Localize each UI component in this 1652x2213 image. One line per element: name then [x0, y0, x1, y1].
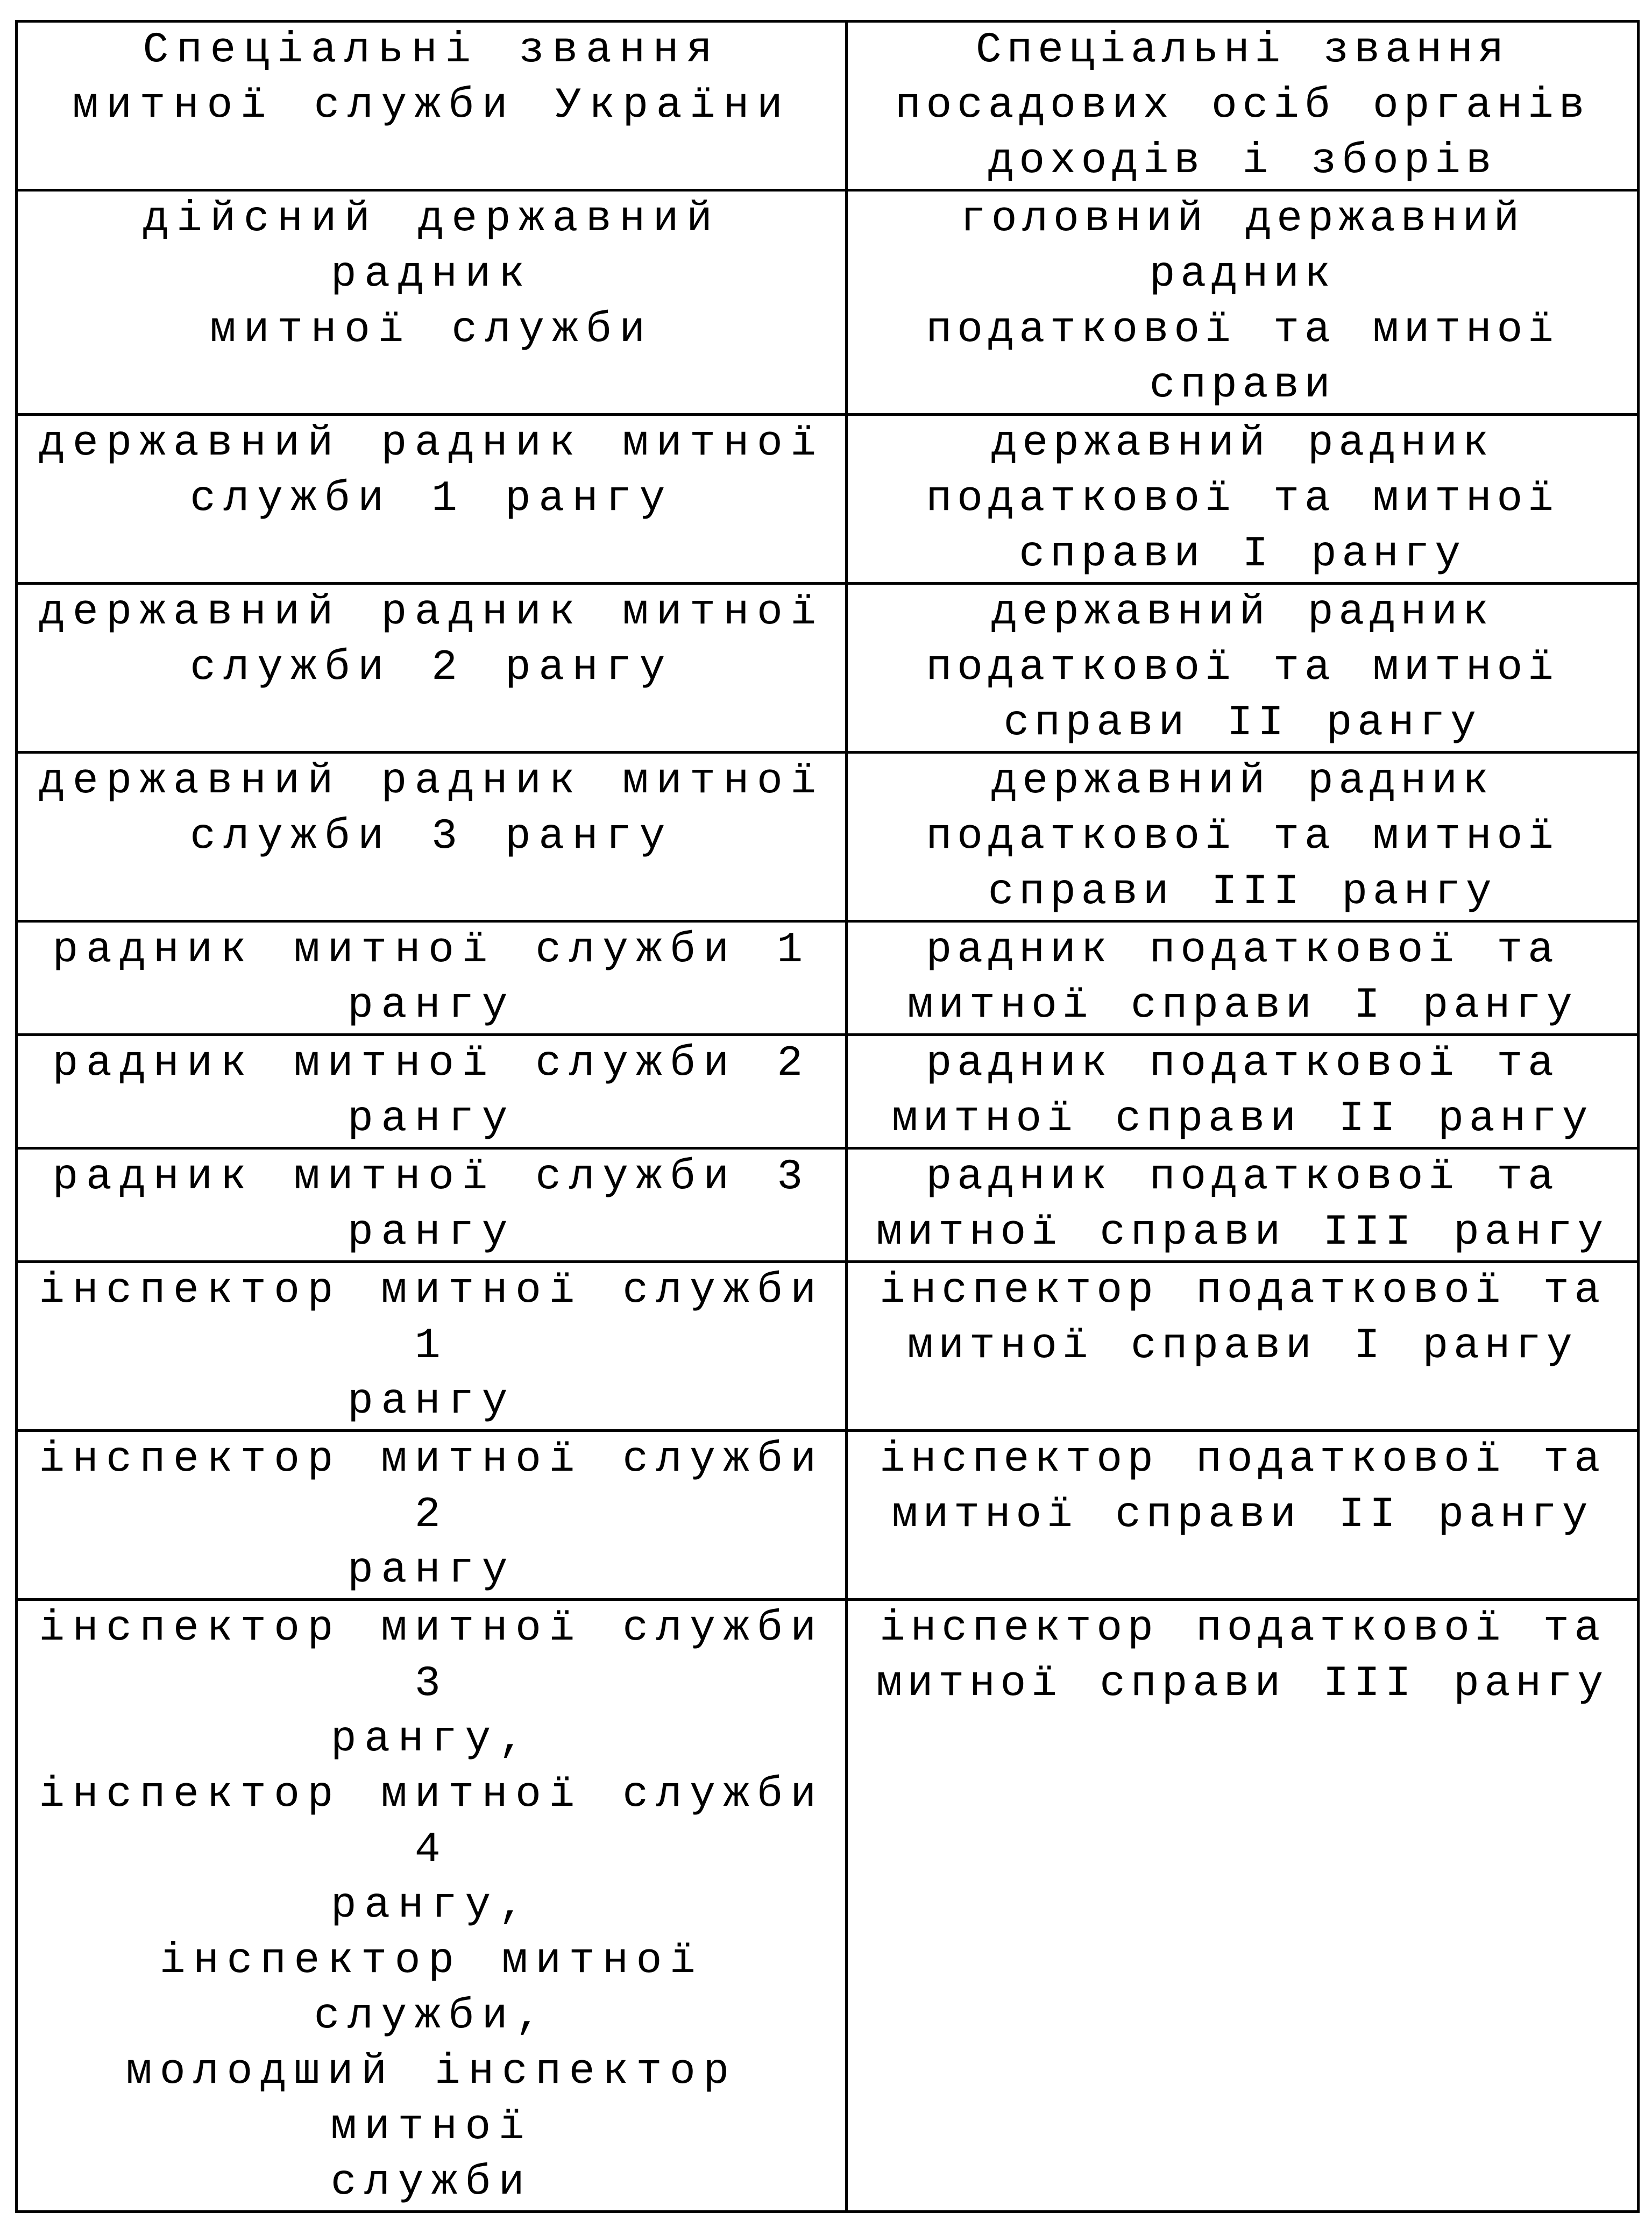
customs-rank-cell: державний радник митної служби 2 рангу — [17, 584, 847, 753]
table-row — [17, 190, 1639, 415]
revenue-rank-cell: головний державний радник податкової та митної справи — [847, 190, 1639, 415]
customs-rank-cell: державний радник митної служби 3 рангу — [17, 753, 847, 921]
revenue-rank-cell: державний радник податкової та митної справи ІІІ рангу — [847, 753, 1639, 921]
table-row — [17, 584, 1639, 753]
header-customs-ranks: Спеціальні звання митної служби України — [17, 22, 847, 190]
revenue-rank-cell: державний радник податкової та митної справи ІІ рангу — [847, 584, 1639, 753]
customs-rank-cell: інспектор митної служби 2 рангу — [17, 1431, 847, 1600]
ranks-correspondence-table — [15, 20, 1640, 2213]
customs-rank-cell: державний радник митної служби 1 рангу — [17, 415, 847, 584]
table-row — [17, 1262, 1639, 1431]
revenue-rank-cell: державний радник податкової та митної справи І рангу — [847, 415, 1639, 584]
table-row — [17, 1431, 1639, 1600]
customs-rank-cell: інспектор митної служби 1 рангу — [17, 1262, 847, 1431]
header-revenue-ranks: Спеціальні звання посадових осіб органів доходів і зборів — [847, 22, 1639, 190]
table-row — [17, 415, 1639, 584]
revenue-rank-cell: радник податкової та митної справи І рангу — [847, 921, 1639, 1035]
customs-rank-cell: радник митної служби 1 рангу — [17, 921, 847, 1035]
revenue-rank-cell: радник податкової та митної справи ІІ рангу — [847, 1035, 1639, 1148]
revenue-rank-cell: інспектор податкової та митної справи ІІІ рангу — [847, 1600, 1639, 2212]
table-row — [17, 1148, 1639, 1262]
table-row — [17, 1600, 1639, 2212]
table-header-row — [17, 22, 1639, 190]
table-row — [17, 921, 1639, 1035]
revenue-rank-cell: радник податкової та митної справи ІІІ рангу — [847, 1148, 1639, 1262]
customs-rank-cell: інспектор митної служби 3 рангу, інспектор митної служби 4 рангу, інспектор митної служби, молодший інспектор митної служби — [17, 1600, 847, 2212]
table-row — [17, 1035, 1639, 1148]
customs-rank-cell: дійсний державний радник митної служби — [17, 190, 847, 415]
customs-rank-cell: радник митної служби 2 рангу — [17, 1035, 847, 1148]
revenue-rank-cell: інспектор податкової та митної справи І рангу — [847, 1262, 1639, 1431]
table-row — [17, 753, 1639, 921]
revenue-rank-cell: інспектор податкової та митної справи ІІ рангу — [847, 1431, 1639, 1600]
customs-rank-cell: радник митної служби 3 рангу — [17, 1148, 847, 1262]
